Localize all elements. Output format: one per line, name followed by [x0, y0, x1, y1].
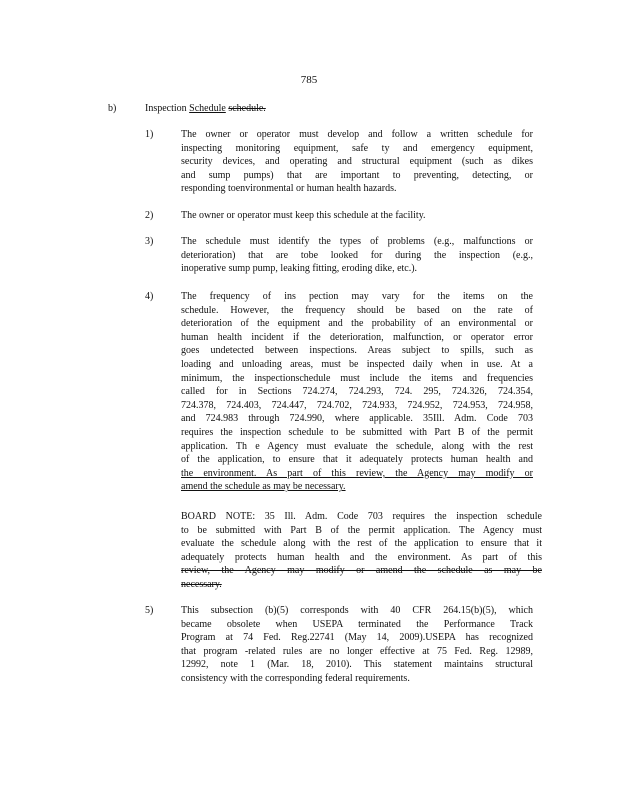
- paragraph-item-2: [181, 209, 533, 223]
- text-line: 724.378, 724.403, 724.447, 724.702, 724.933, 724.952, 724.953, 724.958,: [181, 399, 533, 411]
- text-line: to be submitted with Part B of the permit application. The Agency must: [181, 524, 542, 536]
- item-number: 3): [145, 236, 154, 247]
- text-line: security devices, and operating and structural equipment (such as dikes: [181, 156, 533, 168]
- text-line: that program -related rules are no longer effective at 75 Fed. Reg. 12989,: [181, 645, 533, 657]
- paragraph-item-3: [181, 235, 533, 276]
- paragraph-item-5: [181, 604, 533, 686]
- deleted-text-line: necessary.: [181, 578, 222, 590]
- text-line: The frequency of ins pection may vary for the items on the: [181, 291, 533, 302]
- text-line: schedule. However, the frequency should be based on the rate of: [181, 304, 533, 316]
- text-line: and sump pumps) that are important to preventing, detecting, or: [181, 169, 533, 181]
- paragraph-item-4: [181, 290, 533, 494]
- section-title: [145, 102, 266, 116]
- text-line: responding toenvironmental or human health hazards.: [181, 183, 397, 195]
- item-number: 4): [145, 291, 154, 302]
- text-line: deterioration) that are tobe looked for during the inspection (e.g.,: [181, 249, 533, 261]
- text-line: The owner or operator must develop and follow a written schedule for: [181, 129, 533, 140]
- text-line: and 724.983 through 724.990, where applicable. 35Ill. Adm. Code 703: [181, 413, 533, 425]
- section-title-inserted: Schedule: [189, 103, 226, 114]
- text-line: Program at 74 Fed. Reg.22741 (May 14, 2009).USEPA has recognized: [181, 632, 533, 644]
- text-line: The owner or operator must keep this schedule at the facility.: [181, 210, 426, 221]
- item-number: 2): [145, 210, 154, 221]
- page-number: 785: [300, 74, 318, 86]
- deleted-text-line: review, the Agency may modify or amend the schedule as may be: [181, 565, 542, 577]
- text-line: became obsolete when USEPA terminated the Performance Track: [181, 618, 533, 630]
- board-note: [181, 510, 542, 592]
- text-line: human health incident if the deterioration, malfunction, or operator error: [181, 331, 533, 343]
- text-line: minimum, the inspectionschedule must include the items and frequencies: [181, 372, 533, 384]
- section-title-deleted: schedule.: [228, 103, 266, 114]
- text-line: consistency with the corresponding federal requirements.: [181, 672, 410, 684]
- text-line: evaluate the schedule along with the rest of the application to ensure that it: [181, 538, 542, 550]
- text-line: The schedule must identify the types of problems (e.g., malfunctions or: [181, 236, 533, 247]
- text-line: requires the inspection schedule to be submitted with Part B of the permit: [181, 426, 533, 438]
- text-line: inspecting monitoring equipment, safe ty and emergency equipment,: [181, 142, 533, 154]
- text-line: deterioration of the equipment and the probability of an environmental or: [181, 318, 533, 330]
- item-number: 1): [145, 129, 154, 140]
- text-line: called for in Sections 724.274, 724.293, 724. 295, 724.326, 724.354,: [181, 386, 533, 398]
- paragraph-item-1: [181, 128, 533, 196]
- text-line: adequately protects human health and the environment. As part of this: [181, 551, 542, 563]
- inserted-text-line: the environment. As part of this review, the Agency may modify or: [181, 467, 533, 479]
- section-title-text: Inspection: [145, 103, 190, 114]
- text-line: goes undetected between inspections. Areas subject to spills, such as: [181, 345, 533, 357]
- text-line: of the application, to ensure that it adequately protects human health and: [181, 454, 533, 466]
- text-line: This subsection (b)(5) corresponds with 40 CFR 264.15(b)(5), which: [181, 605, 533, 616]
- text-line: inoperative sump pump, leaking fitting, eroding dike, etc.).: [181, 263, 418, 275]
- section-label: b): [108, 103, 117, 114]
- text-line: 12992, note 1 (Mar. 18, 2010). This statement maintains structural: [181, 659, 533, 671]
- text-line: BOARD NOTE: 35 Ill. Adm. Code 703 requires the inspection schedule: [181, 511, 542, 522]
- text-line: loading and unloading areas, must be inspected daily when in use. At a: [181, 358, 533, 370]
- inserted-text-line: amend the schedule as may be necessary.: [181, 481, 346, 493]
- text-line: application. Th e Agency must evaluate the schedule, along with the rest: [181, 440, 533, 452]
- item-number: 5): [145, 605, 154, 616]
